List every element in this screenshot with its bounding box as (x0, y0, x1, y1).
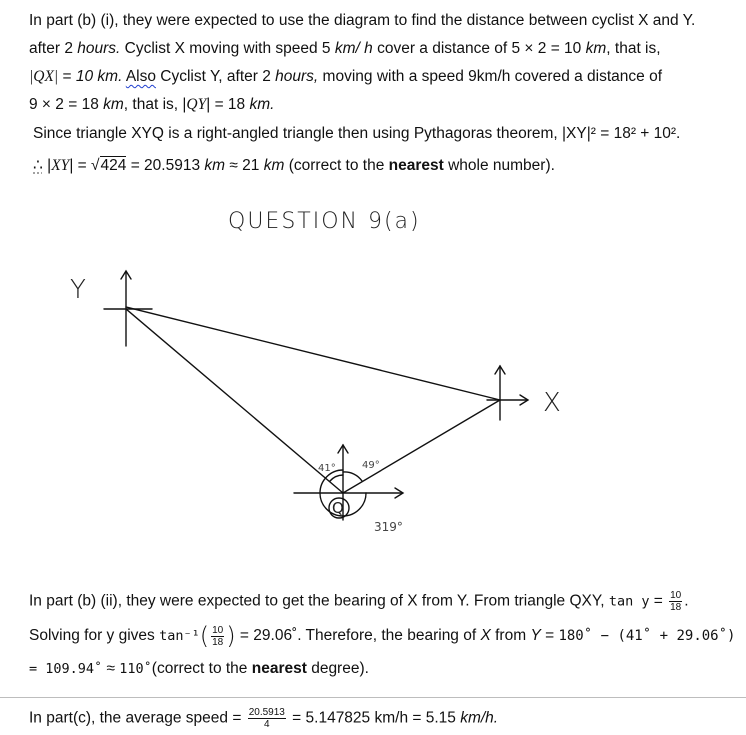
text: km (103, 96, 124, 113)
text: from (490, 627, 531, 645)
line-qx (343, 400, 500, 493)
text: In part (b) (i), they were expected to use the diagram to find the distance between cyclist X and Y. (29, 12, 696, 29)
text: hours, (275, 68, 319, 85)
text: moving with a speed 9km/h covered a distance of (318, 68, 663, 85)
math-bearing-expr: 180˚ − (41˚ + 29.06˚) (558, 628, 736, 645)
therefore-symbol: ∴ (33, 157, 43, 174)
text: hours. (77, 40, 121, 57)
label-x: X (543, 388, 561, 418)
text: km/h. (460, 709, 499, 727)
numerator: 10 (212, 624, 224, 636)
text: | = √ (69, 157, 100, 174)
paren-open: ( (199, 622, 210, 650)
fraction-10-18 (669, 590, 682, 613)
label-q: Q (332, 499, 344, 517)
fraction-speed (248, 707, 286, 730)
text: nearest (388, 157, 444, 174)
text: whole number). (443, 157, 555, 174)
text: = 20.5913 (126, 157, 205, 174)
text: km. (249, 96, 275, 113)
math-arctan: tan⁻¹ (159, 628, 200, 645)
math-result: = 109.94˚ (29, 661, 103, 677)
text: X (480, 627, 491, 645)
text: Cyclist Y, after 2 (155, 68, 276, 85)
diagram-title: QUESTION 9(a) (228, 209, 421, 234)
denominator: 4 (264, 719, 270, 730)
text: In part (b) (ii), they were expected to get the bearing of X from Y. From triangle QXY, (29, 592, 609, 610)
text: , that is, | (123, 96, 187, 113)
text: 10 km. (75, 68, 123, 85)
text-line-8 (29, 622, 735, 650)
text: nearest (251, 660, 307, 677)
text: km (204, 157, 226, 174)
line-yq (126, 309, 343, 493)
text: = (58, 68, 76, 85)
text: In part(c), the average speed = (29, 709, 246, 727)
arc-41 (330, 475, 343, 481)
sqrt-content: 424 (100, 157, 127, 174)
denominator: 18 (212, 636, 224, 648)
math-tan-y: tan y (608, 593, 650, 610)
denominator: 18 (670, 602, 682, 613)
text: km (263, 157, 285, 174)
text: (correct to the (284, 157, 389, 174)
text: ≈ (102, 660, 120, 677)
text: = (540, 627, 559, 645)
text: | (42, 157, 52, 174)
math-qx: |QX| (29, 68, 59, 85)
angle-41-label: 41° (318, 463, 336, 474)
text-line-9 (29, 660, 369, 678)
label-y: Y (70, 275, 86, 305)
math-xy: XY (51, 157, 70, 174)
text: after 2 (29, 40, 78, 57)
math-rounded: 110˚ (119, 661, 152, 677)
angle-319-label: 319° (374, 520, 403, 534)
text: km (585, 40, 607, 57)
arc-49 (343, 472, 362, 481)
text: Since triangle XYQ is a right-angled triangle then using Pythagoras theorem, |XY|² = 18² + 10². (33, 125, 681, 142)
text: km/ h (334, 40, 373, 57)
numerator: 20.5913 (248, 707, 285, 718)
text: . (684, 592, 689, 610)
text: Cyclist X moving with speed 5 (120, 40, 335, 57)
paren-close: ) (226, 622, 236, 650)
divider (0, 697, 746, 698)
text: cover a distance of 5 × 2 = 10 (372, 40, 586, 57)
text: | = 18 (206, 96, 250, 113)
numerator: 10 (670, 590, 682, 601)
text: degree). (306, 660, 369, 677)
text-line-7 (29, 590, 689, 613)
text: = 29.06˚. Therefore, the bearing of (235, 627, 481, 645)
angle-49-label: 49° (362, 460, 380, 471)
text: = (649, 592, 668, 610)
text: , that is, (606, 40, 661, 57)
text-line-10 (29, 707, 498, 730)
text: Solving for y gives (29, 627, 160, 645)
spellcheck-word: Also (125, 68, 156, 85)
text: (correct to the (151, 660, 252, 677)
text: Y (530, 627, 541, 645)
text: = 5.147825 km/h = 5.15 (287, 709, 461, 727)
fraction-10-18 (211, 625, 224, 648)
math-qy: QY (186, 96, 207, 113)
line-yx (126, 307, 500, 400)
text: 9 × 2 = 18 (29, 96, 104, 113)
text: ≈ 21 (225, 157, 264, 174)
